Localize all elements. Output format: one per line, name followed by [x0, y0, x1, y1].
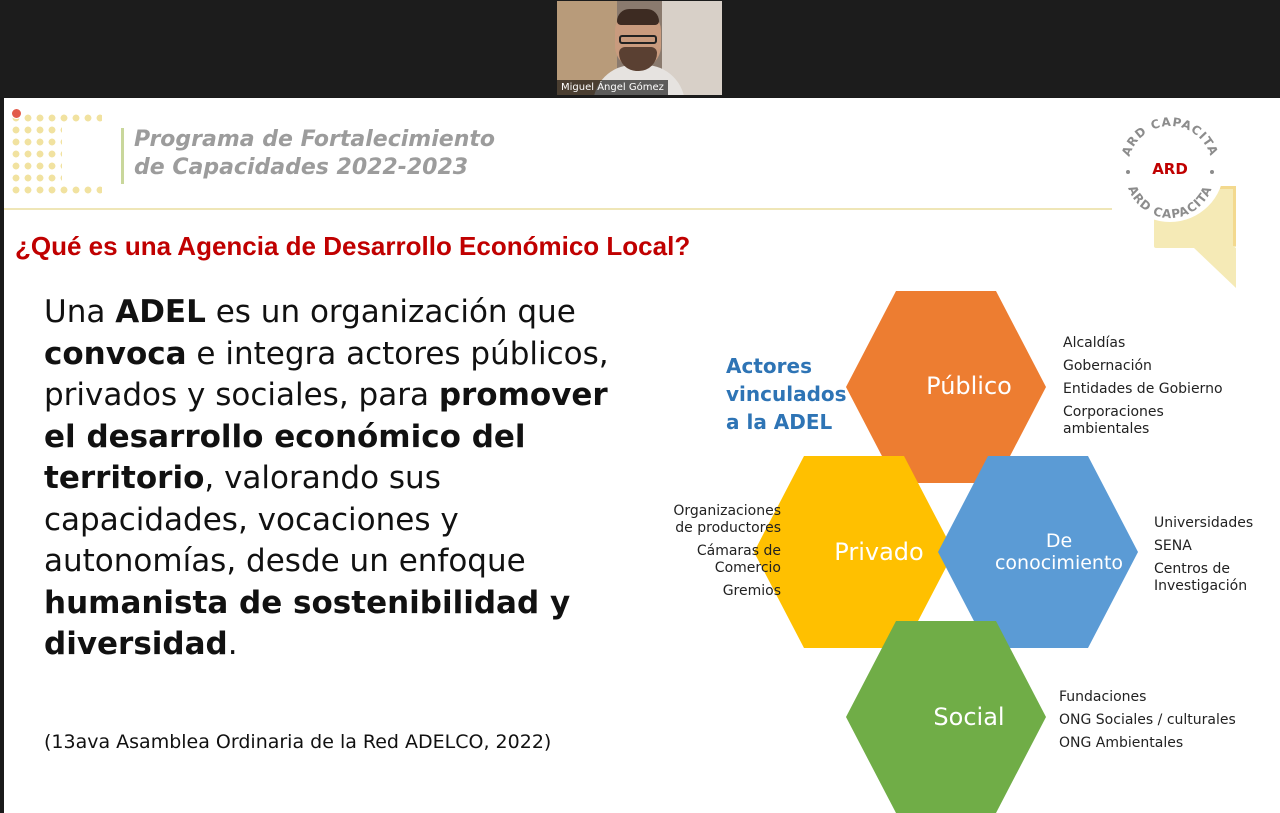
adel-definition: Una ADEL es un organización que convoca e integra actores públicos, privados y sociales, para promover el desarrollo económico del territorio, valorando sus capacidades, vocaciones y autonomías, desde un enfoque humanista de sostenibilidad y diversidad. [44, 294, 609, 662]
hexagon-label-conocimiento: De conocimiento [994, 530, 1124, 574]
definition-citation: (13ava Asamblea Ordinaria de la Red ADELCO, 2022) [44, 731, 552, 753]
recording-indicator-icon [11, 108, 22, 119]
participant-hair [617, 9, 659, 25]
hexagon-label-publico: Público [926, 372, 1012, 400]
hexagon-label-privado: Privado [834, 538, 924, 566]
list-item: ONG Sociales / culturales [1059, 712, 1236, 728]
participant-name-tag: Miguel Ángel Gómez [557, 80, 668, 95]
actor-list-conocimiento [1154, 515, 1253, 601]
hexagon-label-social: Social [933, 703, 1005, 731]
slide-question-heading: ¿Qué es una Agencia de Desarrollo Económico Local? [15, 231, 691, 261]
program-title: Programa de Fortalecimiento de Capacidades 2022-2023 [134, 127, 495, 180]
actor-list-social [1059, 689, 1236, 758]
diagram-title: Actores vinculados a la ADEL [726, 354, 847, 434]
list-item: SENA [1154, 538, 1192, 554]
list-item: Corporaciones ambientales [1063, 404, 1164, 437]
list-item: Universidades [1154, 515, 1254, 531]
logo-ring-text-bottom: ARD CAPACITA [1125, 183, 1215, 222]
participant-video-tile[interactable] [557, 1, 722, 95]
list-item: ONG Ambientales [1059, 735, 1184, 751]
logo-decoration-tail [1194, 248, 1236, 288]
actor-list-privado [644, 503, 781, 606]
header-accent-bar [121, 128, 124, 184]
dot-pattern-gap [62, 126, 102, 182]
list-item: Gremios [722, 583, 781, 599]
list-item: Organizaciones de productores [673, 503, 781, 536]
header-divider [4, 208, 1112, 210]
list-item: Fundaciones [1059, 689, 1147, 705]
list-item: Entidades de Gobierno [1063, 381, 1223, 397]
list-item: Cámaras de Comercio [696, 543, 781, 576]
actor-list-publico [1063, 335, 1223, 444]
ard-capacita-logo [1114, 112, 1226, 224]
shared-slide [4, 98, 1280, 813]
list-item: Alcaldías [1063, 335, 1126, 351]
logo-ring-text-top: ARD CAPACITA [1118, 114, 1222, 159]
participant-glasses [619, 35, 657, 44]
logo-center-text: ARD [1152, 160, 1188, 178]
list-item: Centros de Investigación [1154, 561, 1248, 594]
list-item: Gobernación [1063, 358, 1152, 374]
